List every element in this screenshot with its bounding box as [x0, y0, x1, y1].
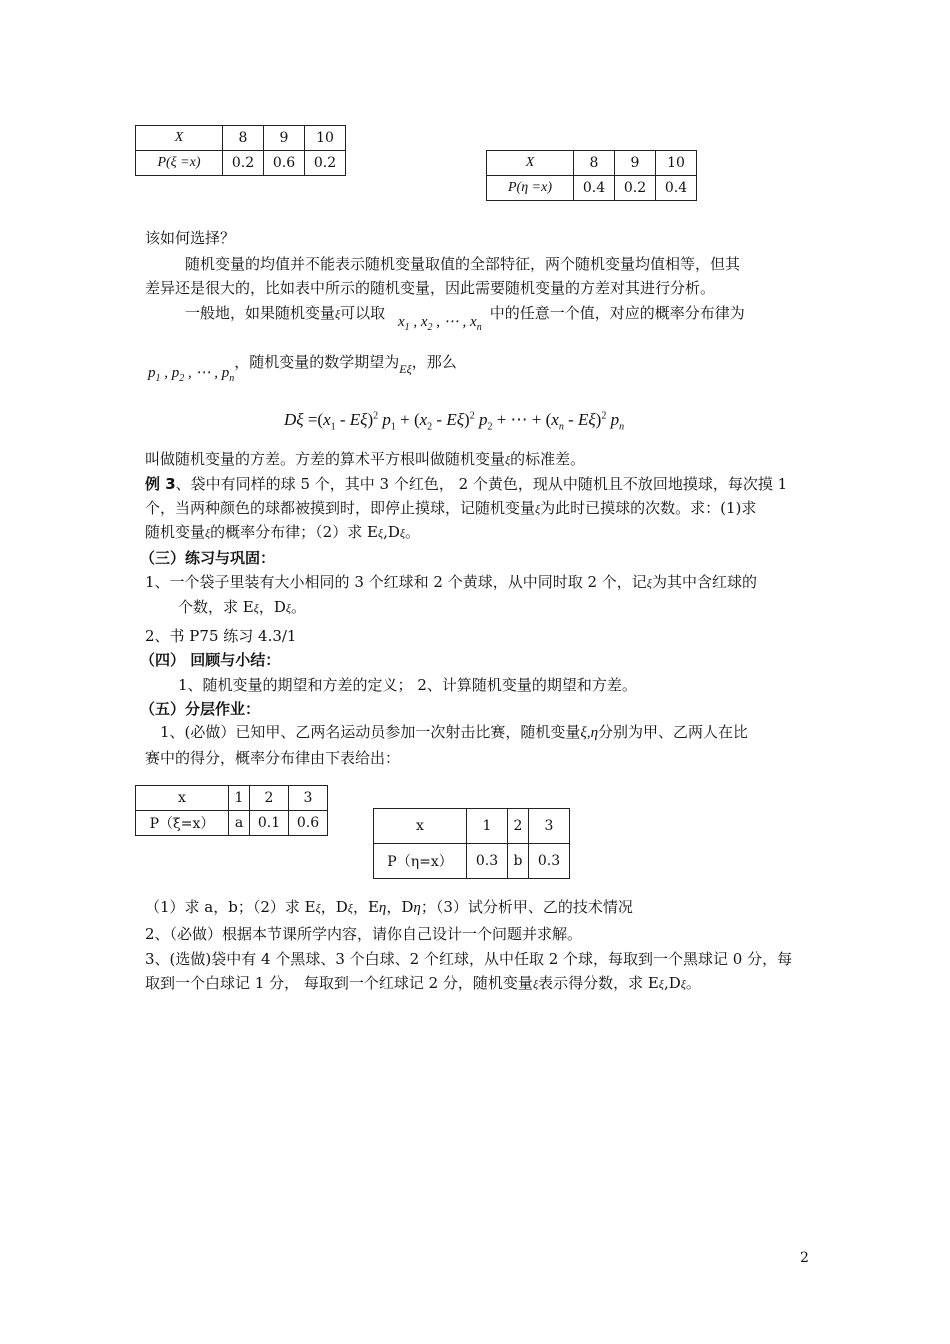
table-cell: 10 [656, 151, 697, 176]
homework-line: 取到一个白球记 1 分， 每取到一个红球记 2 分，随机变量ξ表示得分数，求 Eξ,Dξ。 [145, 974, 701, 992]
variance-formula: $D\xi =(x_1 - E\xi)^2$ $p_1 + (x_2 - E\xi)^2$ $p_2$ + ⋯ + $(x_n - E\xi)^2$ $p_n$ [284, 410, 625, 433]
table-cell: 8 [223, 126, 264, 151]
table-cell: 2 [250, 786, 289, 811]
table-cell: x [136, 786, 229, 811]
table-cell: 0.4 [574, 176, 615, 201]
table-cell: 9 [264, 126, 305, 151]
table-cell: X [487, 151, 574, 176]
table-cell: 1 [229, 786, 250, 811]
table-cell: x [374, 809, 467, 844]
table-cell: 10 [305, 126, 346, 151]
table-cell: 3 [529, 809, 570, 844]
table-cell: a [229, 811, 250, 836]
table-cell: 0.6 [264, 151, 305, 176]
table-cell: P（ξ=x） [136, 811, 229, 836]
summary-line: 1、随机变量的期望和方差的定义； 2、计算随机变量的期望和方差。 [178, 676, 637, 694]
paragraph-line: 叫做随机变量的方差。方差的算术平方根叫做随机变量ξ的标准差。 [145, 450, 586, 468]
table-cell: 0.3 [467, 844, 508, 879]
table-cell: 1 [467, 809, 508, 844]
practice-line: 1、一个袋子里装有大小相同的 3 个红球和 2 个黄球，从中同时取 2 个，记ξ为其中含红球的 [145, 573, 757, 591]
section-heading: （五）分层作业： [140, 700, 261, 718]
example-line: 个，当两种颜色的球都被摸到时，即停止摸球，记随机变量ξ为此时已摸球的次数。求：(1)求 [145, 499, 757, 517]
formula-x-list: $x_1$ , $x_2$ , ⋯ , $x_n$ [397, 314, 482, 333]
practice-line: 个数，求 Eξ，Dξ。 [178, 598, 307, 616]
table-cell: 0.6 [289, 811, 328, 836]
paragraph-line: $p_1$ , $p_2$ , ⋯ , $p_n$，随机变量的数学期望为$_{E\xi}$，那么 [148, 352, 457, 379]
table-cell: P(ξ =x) [136, 151, 223, 176]
homework-line: 1、(必做）已知甲、乙两名运动员参加一次射击比赛，随机变量ξ,η分别为甲、乙两人在比 [160, 723, 749, 741]
homework-line: 2、（必做）根据本节课所学内容，请你自己设计一个问题并求解。 [145, 925, 583, 943]
practice-line: 2、书 P75 练习 4.3/1 [145, 627, 297, 645]
example-line: 随机变量ξ的概率分布律；（2）求 Eξ,Dξ。 [145, 523, 421, 541]
paragraph-line: 差异还是很大的，比如表中所示的随机变量，因此需要随机变量的方差对其进行分析。 [145, 279, 716, 297]
table-cell: 0.1 [250, 811, 289, 836]
table-cell: 2 [508, 809, 529, 844]
table-cell: 0.2 [305, 151, 346, 176]
table-cell: 9 [615, 151, 656, 176]
distribution-table-eta [486, 150, 697, 201]
homework-line: （1）求 a，b；（2）求 Eξ，Dξ，Eη，Dη；（3）试分析甲、乙的技术情况 [145, 898, 633, 916]
paragraph-line: 一般地，如果随机变量ξ可以取 $x_1$ , $x_2$ , ⋯ , $x_n$中的任意一个值，对应的概率分布律为 [185, 303, 745, 330]
page-number: 2 [800, 1250, 809, 1266]
section-heading: （四） 回顾与小结： [140, 651, 281, 669]
paragraph-line: 随机变量的均值并不能表示随机变量取值的全部特征，两个随机变量均值相等，但其 [185, 255, 741, 273]
table-cell: P(η =x) [487, 176, 574, 201]
table-cell: 8 [574, 151, 615, 176]
table-cell: 0.2 [223, 151, 264, 176]
table-cell: b [508, 844, 529, 879]
score-table-xi [135, 785, 328, 836]
homework-line: 赛中的得分，概率分布律由下表给出： [145, 749, 401, 767]
table-cell: P（η=x） [374, 844, 467, 879]
formula-p-list: $p_1$ , $p_2$ , ⋯ , $p_n$ [148, 365, 235, 384]
table-cell: 0.4 [656, 176, 697, 201]
example-line: 例 3、袋中有同样的球 5 个，其中 3 个红色， 2 个黄色，现从中随机且不放回地摸球，每次摸 1 [145, 475, 788, 493]
score-table-eta [373, 808, 570, 879]
table-cell: 0.3 [529, 844, 570, 879]
section-heading: （三）练习与巩固： [140, 549, 276, 567]
question-line: 该如何选择？ [145, 229, 236, 247]
table-cell: 3 [289, 786, 328, 811]
table-cell: 0.2 [615, 176, 656, 201]
table-cell: X [136, 126, 223, 151]
distribution-table-xi [135, 125, 346, 176]
homework-line: 3、(选做)袋中有 4 个黑球、3 个白球、2 个红球，从中任取 2 个球，每取到一个黑球记 0 分，每 [145, 950, 793, 968]
